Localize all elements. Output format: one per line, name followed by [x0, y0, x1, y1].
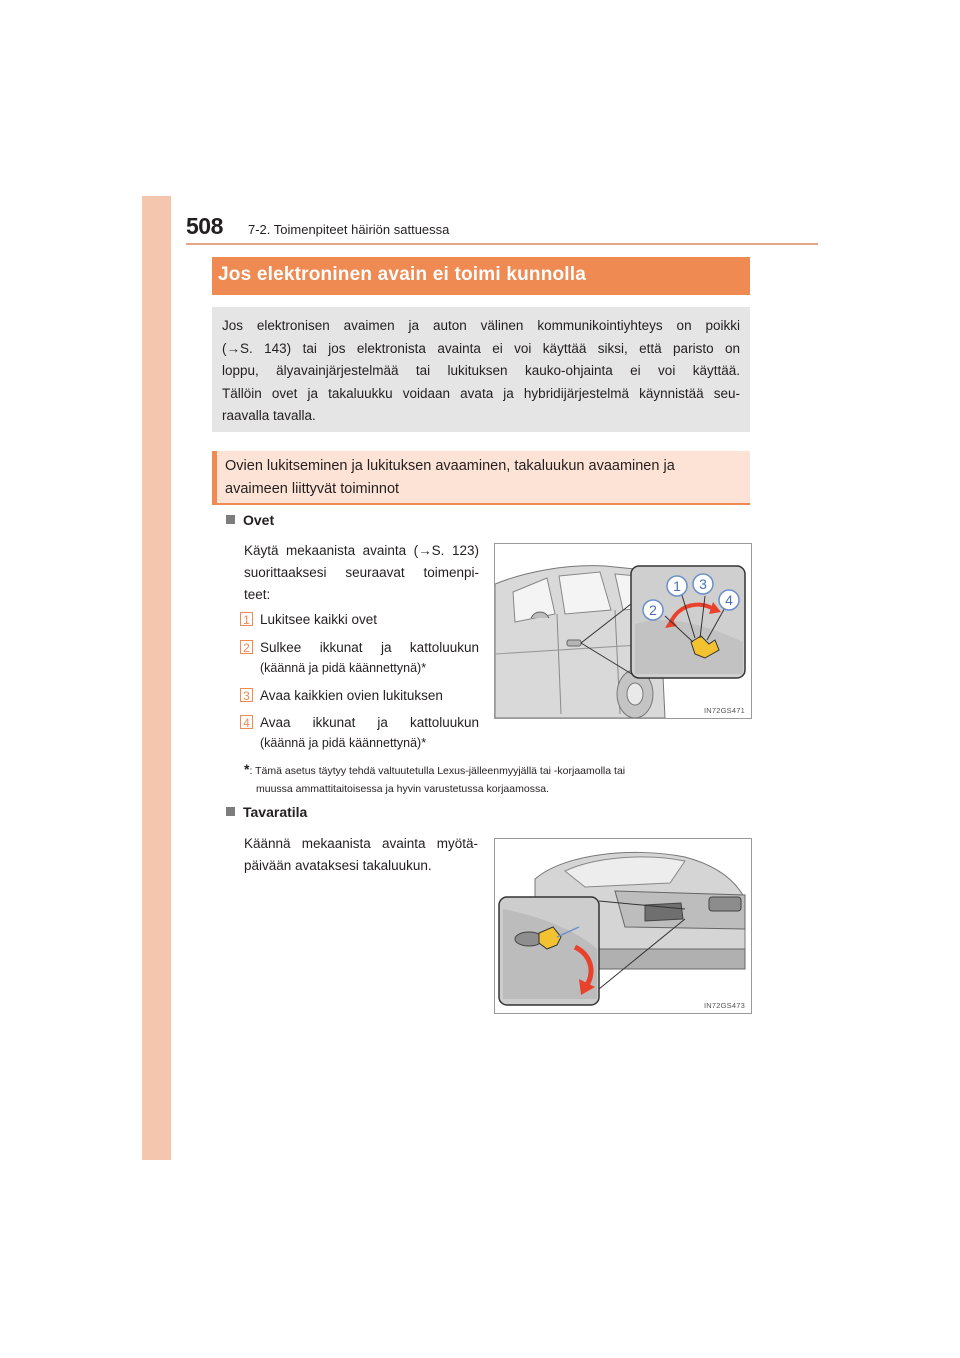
subheading-box: [212, 451, 750, 504]
doors-text-line: suorittaaksesi seuraavat toimenpi-: [244, 565, 479, 580]
doors-text-line: Käytä mekaanista avainta (→S. 123): [244, 543, 479, 558]
subheading-line: Ovien lukitseminen ja lukituksen avaaminen, takaluukun avaaminen ja: [225, 458, 675, 474]
item-number-badge: 2: [240, 640, 253, 654]
intro-line: raavalla tavalla.: [222, 408, 316, 423]
doors-item-3: [260, 685, 479, 706]
square-bullet-icon: [226, 807, 235, 816]
trunk-text-line: päivään avataksesi takaluukun.: [244, 858, 432, 873]
figure-label-2: 2: [649, 602, 657, 618]
side-strip: [142, 196, 171, 1160]
doors-item-1: [260, 609, 479, 630]
page-number: 508: [186, 213, 223, 239]
item-line: Avaa ikkunat ja kattoluukun: [260, 715, 479, 730]
trunk-text-line: Käännä mekaanista avainta myötä-: [244, 836, 478, 851]
car-door-illustration: [495, 544, 751, 718]
intro-line: Tällöin ovet ja takaluukku voidaan avata ja hybridijärjestelmä käynnistää seu-: [222, 385, 740, 401]
intro-box: [212, 307, 750, 432]
doors-item-4: [260, 712, 479, 754]
figure-label-4: 4: [725, 592, 733, 608]
doors-heading: [226, 512, 274, 528]
figure-label-3: 3: [699, 576, 707, 592]
footnote: [244, 760, 750, 798]
item-line: Sulkee ikkunat ja kattoluukun: [260, 640, 479, 655]
doors-paragraph: [244, 540, 479, 606]
item-number-badge: 3: [240, 688, 253, 702]
doors-text-line: teet:: [244, 587, 271, 602]
trunk-heading: [226, 804, 307, 820]
footnote-text: : Tämä asetus täytyy tehdä valtuutetulla Lexus-jälleenmyyjällä tai -korjaamolla tai: [249, 765, 626, 777]
item-line: (käännä ja pidä käännettynä)*: [260, 661, 427, 675]
item-number-badge: 1: [240, 612, 253, 626]
doors-item-2: [260, 637, 479, 679]
header-rule: [186, 243, 818, 245]
section-title: Jos elektroninen avain ei toimi kunnolla: [218, 264, 587, 285]
item-line: (käännä ja pidä käännettynä)*: [260, 736, 427, 750]
subheading-line: avaimeen liittyvät toiminnot: [225, 481, 400, 497]
square-bullet-icon: [226, 515, 235, 524]
section-header: 7-2. Toimenpiteet häiriön sattuessa: [248, 222, 450, 237]
intro-line: loppu, älyavainjärjestelmää tai lukituksen kauko-ohjainta ei voi käyttää.: [222, 363, 740, 378]
trunk-key-figure: [494, 838, 752, 1014]
intro-line: (→S. 143) tai jos elektronista avainta ei voi käyttää siksi, että paristo on: [222, 340, 740, 356]
trunk-paragraph: [244, 833, 478, 877]
car-trunk-illustration: [495, 839, 751, 1013]
door-key-figure: [494, 543, 752, 719]
figure-code: IN72GS471: [704, 706, 745, 715]
item-line: Avaa kaikkien ovien lukituksen: [260, 688, 443, 703]
item-number-badge: 4: [240, 715, 253, 729]
footnote-line-1: [244, 760, 750, 780]
footnote-text: muussa ammattitaitoisessa ja hyvin varustetussa korjaamossa.: [256, 783, 549, 795]
intro-line: Jos elektronisen avaimen ja auton välinen kommunikointiyhteys on poikki: [222, 318, 740, 333]
figure-code: IN72GS473: [704, 1001, 745, 1010]
section-title-bar: [212, 257, 750, 295]
trunk-heading-text: Tavaratila: [243, 804, 308, 820]
item-line: Lukitsee kaikki ovet: [260, 612, 378, 627]
subheading-rule: [212, 503, 750, 505]
figure-label-1: 1: [673, 578, 681, 594]
doors-heading-text: Ovet: [243, 512, 275, 528]
footnote-mark: *: [244, 761, 250, 777]
